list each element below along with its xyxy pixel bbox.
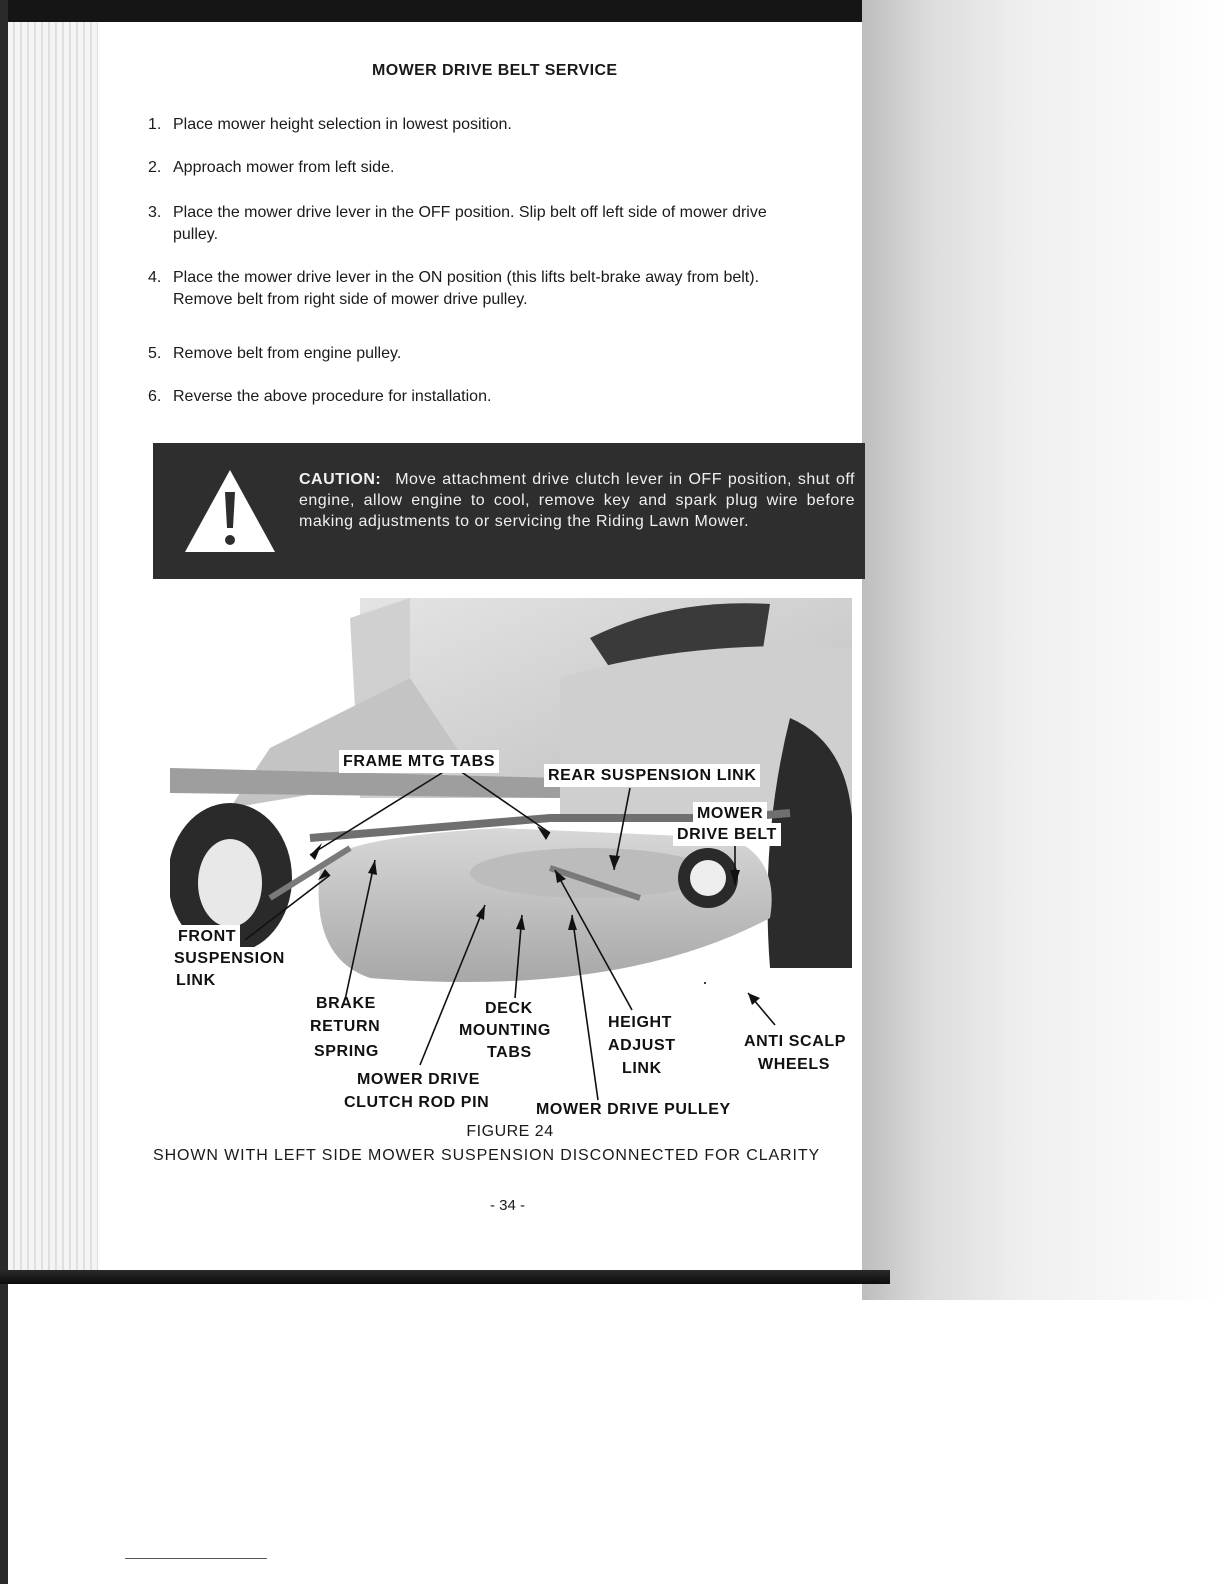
step-text: Place mower height selection in lowest position. [173, 116, 512, 133]
label-mower-drive-belt-line1: MOWER [693, 802, 767, 825]
label-height-line3: LINK [622, 1060, 662, 1077]
caution-text: Move attachment drive clutch lever in OFF position, shut off engine, allow engine to cool, remove key and spark plug wire before making adjustments to or servicing the Riding Lawn Mower. [299, 471, 855, 530]
label-clutch-rod-line1: MOWER DRIVE [357, 1071, 481, 1088]
label-anti-scalp-line1: ANTI SCALP [744, 1033, 846, 1050]
step-number: 3. [148, 204, 162, 221]
step-text: Approach mower from left side. [173, 159, 395, 176]
step-text: Place the mower drive lever in the OFF position. Slip belt off left side of mower drive [173, 204, 767, 221]
label-deck-line3: TABS [487, 1044, 532, 1061]
figure-number: FIGURE 24 [466, 1123, 554, 1140]
label-deck-line1: DECK [485, 1000, 533, 1017]
step-text-continued: Remove belt from right side of mower drive pulley. [173, 291, 528, 308]
page-title: MOWER DRIVE BELT SERVICE [372, 62, 618, 79]
step-text: Remove belt from engine pulley. [173, 345, 402, 362]
label-clutch-rod-line2: CLUTCH ROD PIN [344, 1094, 490, 1111]
label-rear-suspension-link: REAR SUSPENSION LINK [544, 764, 760, 787]
label-brake-line1: BRAKE [316, 995, 376, 1012]
step-text-continued: pulley. [173, 226, 219, 243]
label-height-line1: HEIGHT [608, 1014, 673, 1031]
caution-label: CAUTION: [299, 471, 382, 488]
label-mower-drive-pulley: MOWER DRIVE PULLEY [536, 1101, 731, 1118]
figure-caption: SHOWN WITH LEFT SIDE MOWER SUSPENSION DISCONNECTED FOR CLARITY [153, 1147, 821, 1164]
label-brake-line2: RETURN [310, 1018, 381, 1035]
label-mower-drive-belt-line2: DRIVE BELT [673, 823, 781, 846]
step-number: 2. [148, 159, 162, 176]
label-front-suspension-line3: LINK [176, 972, 216, 989]
footnote-rule [125, 1558, 267, 1559]
label-brake-line3: SPRING [314, 1043, 379, 1060]
step-text: Reverse the above procedure for installation. [173, 388, 492, 405]
step-number: 1. [148, 116, 162, 133]
step-number: 5. [148, 345, 162, 362]
label-front-suspension-line2: SUSPENSION [170, 947, 289, 970]
page-number: - 34 - [490, 1197, 526, 1214]
step-number: 6. [148, 388, 162, 405]
label-frame-mtg-tabs: FRAME MTG TABS [339, 750, 499, 773]
label-anti-scalp-line2: WHEELS [758, 1056, 831, 1073]
step-number: 4. [148, 269, 162, 286]
label-deck-line2: MOUNTING [459, 1022, 551, 1039]
step-text: Place the mower drive lever in the ON position (this lifts belt-brake away from belt). [173, 269, 760, 286]
label-height-line2: ADJUST [608, 1037, 676, 1054]
label-front-suspension-line1: FRONT [174, 925, 240, 948]
